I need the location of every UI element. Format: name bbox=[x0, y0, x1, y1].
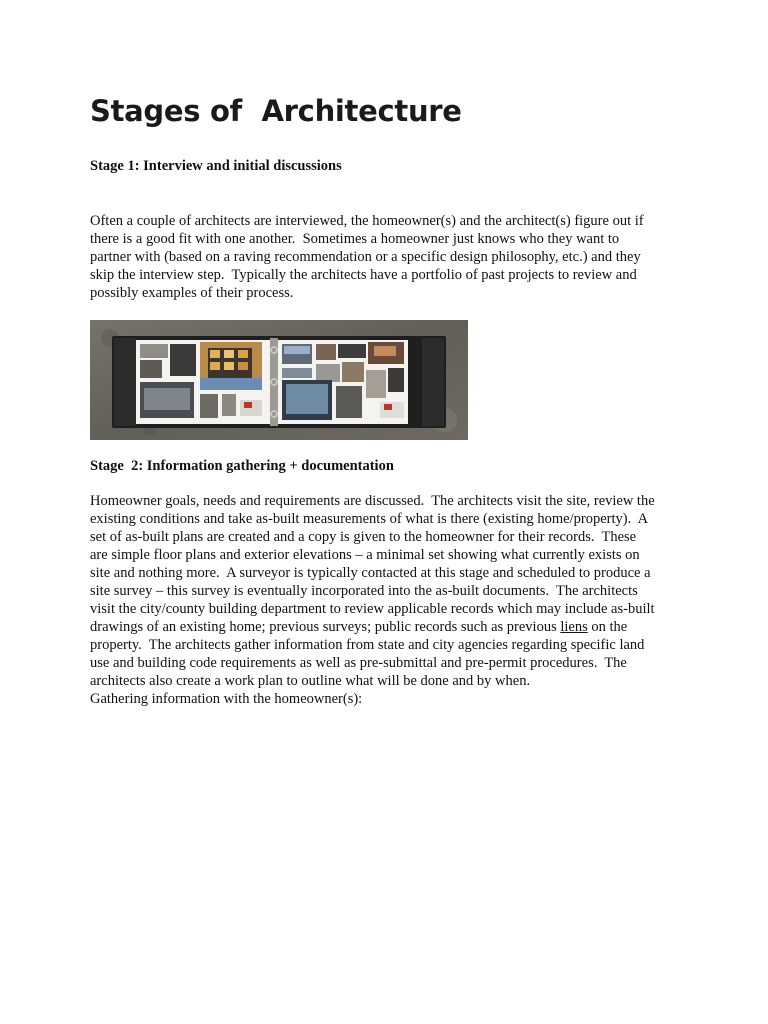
page-title: Stages of Architecture bbox=[90, 94, 462, 128]
paragraph-line: Often a couple of architects are interviewed, the homeowner(s) and the architect(s) figure out if bbox=[90, 213, 644, 229]
paragraph-line: Gathering information with the homeowner(s): bbox=[90, 691, 363, 707]
line-text: drawings of an existing home; previous surveys; public records such as previous bbox=[90, 619, 561, 635]
portfolio-binder-photo bbox=[90, 320, 468, 440]
paragraph-line: skip the interview step. Typically the architects have a portfolio of past projects to review and bbox=[90, 267, 637, 283]
stage-2-paragraph bbox=[90, 492, 655, 708]
paragraph-line: Homeowner goals, needs and requirements are discussed. The architects visit the site, review the bbox=[90, 493, 655, 509]
stage-1-heading: Stage 1: Interview and initial discussions bbox=[90, 158, 342, 174]
line-text: on the bbox=[587, 619, 628, 635]
paragraph-line: architects also create a work plan to outline what will be done and by when. bbox=[90, 673, 531, 689]
stage-1-paragraph bbox=[90, 212, 644, 302]
paragraph-line: use and building code requirements as well as pre-submittal and pre-permit procedures. The bbox=[90, 655, 627, 671]
paragraph-line: are simple floor plans and exterior elevations – a minimal set showing what currently exists on bbox=[90, 547, 640, 563]
paragraph-line: partner with (based on a raving recommendation or a specific design philosophy, etc.) and they bbox=[90, 249, 641, 265]
paragraph-line bbox=[90, 618, 655, 636]
paragraph-line: visit the city/county building department to review applicable records which may include as-built bbox=[90, 601, 655, 617]
paragraph-line: set of as-built plans are created and a copy is given to the homeowner for their records. These bbox=[90, 529, 637, 545]
paragraph-line: site and nothing more. A surveyor is typically contacted at this stage and scheduled to produce a bbox=[90, 565, 651, 581]
paragraph-line: there is a good fit with one another. Sometimes a homeowner just knows who they want to bbox=[90, 231, 620, 247]
stage-2-heading: Stage 2: Information gathering + documentation bbox=[90, 458, 394, 474]
paragraph-line: property. The architects gather information from state and city agencies regarding specific land bbox=[90, 637, 645, 653]
paragraph-line: possibly examples of their process. bbox=[90, 285, 294, 301]
liens-link[interactable]: liens bbox=[560, 619, 588, 635]
paragraph-line: existing conditions and take as-built measurements of what is there (existing home/property). A bbox=[90, 511, 649, 527]
paragraph-line: site survey – this survey is eventually incorporated into the as-built documents. The architects bbox=[90, 583, 638, 599]
